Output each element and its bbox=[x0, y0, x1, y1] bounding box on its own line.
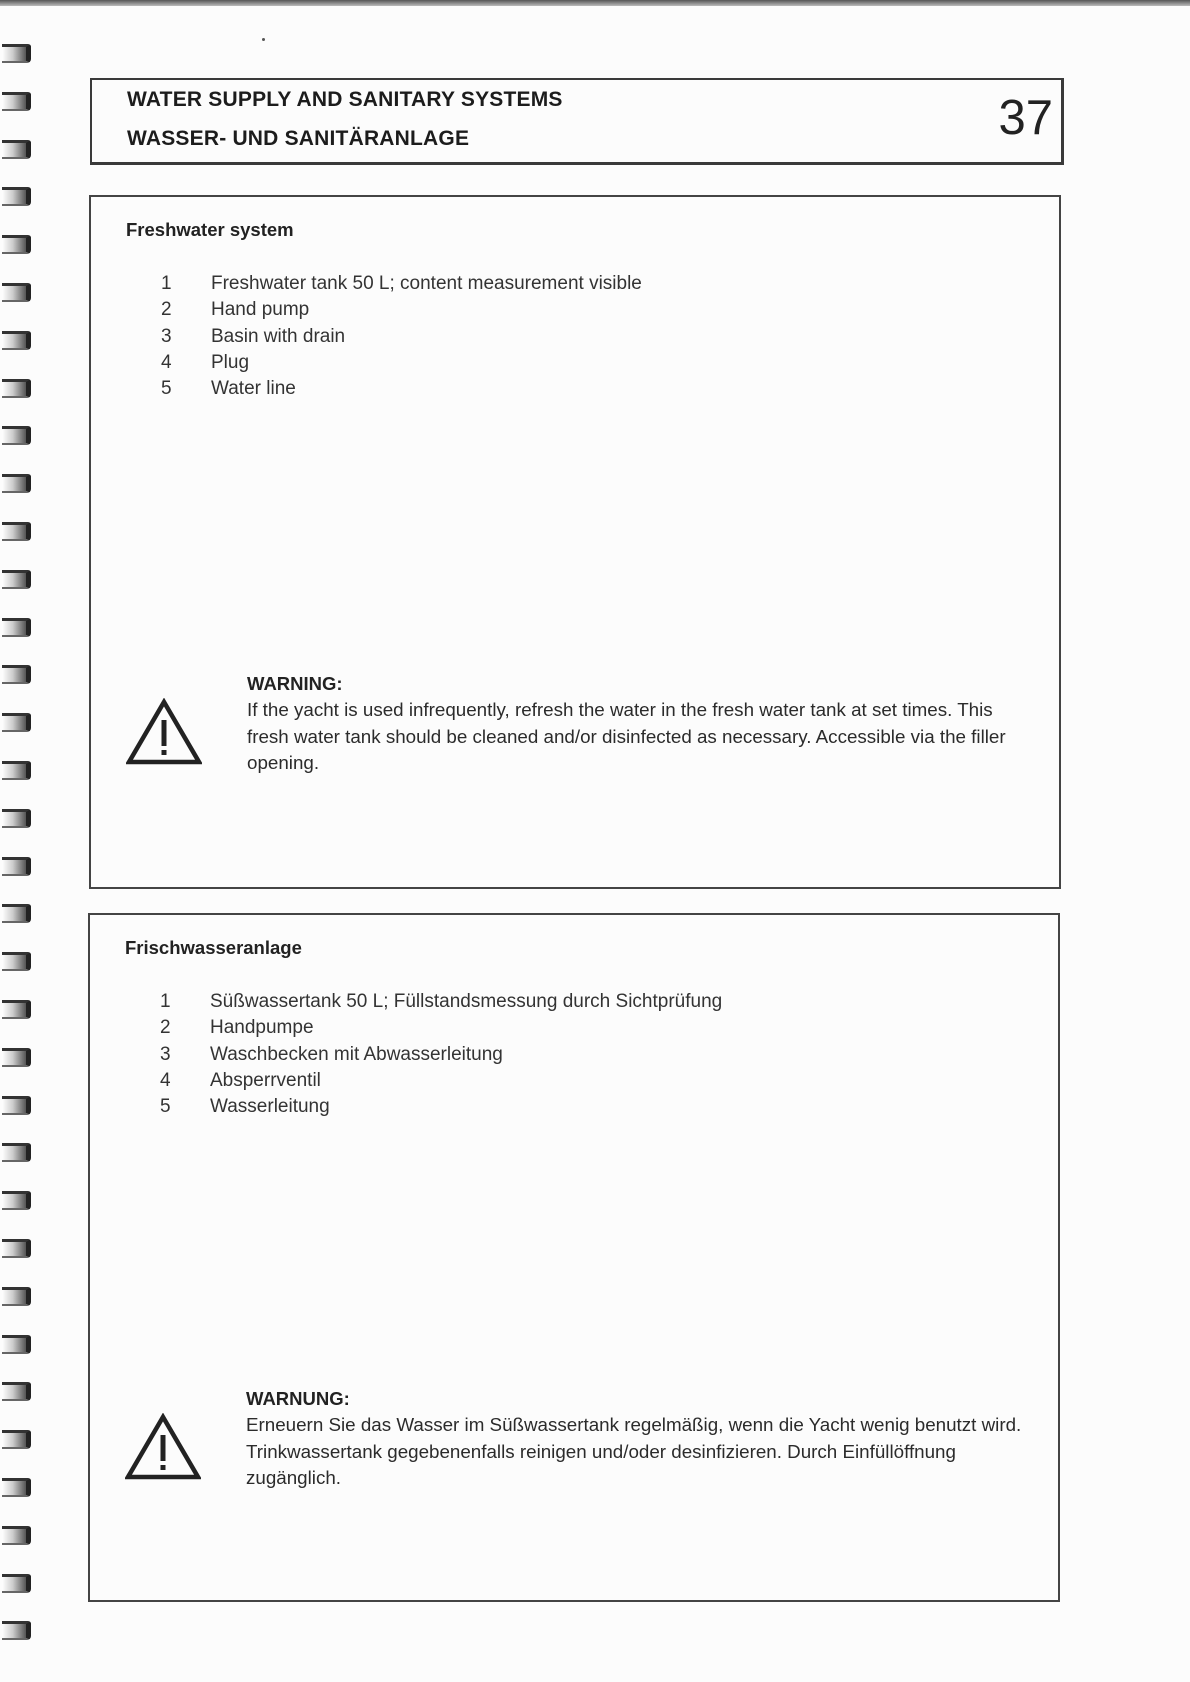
binding-ring bbox=[2, 570, 31, 589]
binding-ring bbox=[2, 1382, 31, 1401]
item-number: 3 bbox=[160, 1043, 171, 1065]
binding-ring bbox=[2, 857, 31, 876]
item-number: 2 bbox=[160, 1017, 171, 1039]
binding-ring bbox=[2, 379, 31, 398]
list-item bbox=[160, 1096, 722, 1122]
section-title-german: Frischwasseranlage bbox=[125, 937, 302, 958]
binding-ring bbox=[2, 474, 31, 493]
list-item bbox=[161, 299, 642, 325]
item-number: 1 bbox=[160, 991, 171, 1012]
binding-ring bbox=[2, 283, 31, 302]
binding-ring bbox=[2, 1048, 31, 1067]
binding-ring bbox=[2, 1335, 31, 1354]
frischwasseranlage-panel bbox=[88, 913, 1060, 1602]
item-text: Waschbecken mit Abwasserleitung bbox=[210, 1043, 503, 1065]
warning-text: If the yacht is used infrequently, refresh the water in the fresh water tank at set times. This fresh water tank should be cleaned and/or disinfected as necessary. Accessible via the filler opening. bbox=[247, 699, 1006, 773]
binding-ring bbox=[2, 522, 31, 541]
list-item bbox=[161, 273, 642, 299]
list-item bbox=[160, 1044, 722, 1070]
list-item bbox=[160, 991, 722, 1017]
binding-ring bbox=[2, 1526, 31, 1545]
binding-ring bbox=[2, 1000, 31, 1019]
spiral-binding bbox=[0, 30, 34, 1670]
page-header bbox=[90, 78, 1064, 165]
item-number: 5 bbox=[160, 1096, 171, 1118]
binding-ring bbox=[2, 187, 31, 206]
binding-ring bbox=[2, 1287, 31, 1306]
binding-ring bbox=[2, 1143, 31, 1162]
warning-triangle-icon bbox=[125, 1413, 201, 1481]
list-item bbox=[161, 352, 642, 378]
item-number: 3 bbox=[161, 325, 172, 347]
binding-ring bbox=[2, 331, 31, 350]
binding-ring bbox=[2, 1239, 31, 1258]
item-text: Freshwater tank 50 L; content measurement visible bbox=[211, 273, 642, 294]
binding-ring bbox=[2, 1191, 31, 1210]
scan-top-edge bbox=[0, 0, 1190, 6]
item-text: Plug bbox=[211, 351, 250, 373]
freshwater-system-panel bbox=[89, 195, 1061, 889]
item-number: 4 bbox=[161, 351, 172, 373]
warning-triangle-icon bbox=[126, 698, 202, 766]
binding-ring bbox=[2, 1621, 31, 1640]
warning-heading: WARNUNG: bbox=[246, 1388, 350, 1409]
binding-ring bbox=[2, 1430, 31, 1449]
binding-ring bbox=[2, 809, 31, 828]
header-title-german: WASSER- UND SANITÄRANLAGE bbox=[127, 127, 470, 150]
item-text: Wasserleitung bbox=[210, 1096, 330, 1118]
binding-ring bbox=[2, 665, 31, 684]
item-text: Absperrventil bbox=[210, 1069, 321, 1091]
binding-ring bbox=[2, 1478, 31, 1497]
binding-ring bbox=[2, 618, 31, 637]
list-item bbox=[161, 326, 642, 352]
binding-ring bbox=[2, 904, 31, 923]
binding-ring bbox=[2, 1096, 31, 1115]
item-text: Süßwassertank 50 L; Füllstandsmessung durch Sichtprüfung bbox=[210, 991, 723, 1012]
page-number: 37 bbox=[998, 91, 1053, 145]
item-number: 2 bbox=[161, 299, 172, 321]
item-number: 4 bbox=[160, 1069, 171, 1091]
item-number: 1 bbox=[161, 273, 172, 294]
binding-ring bbox=[2, 44, 31, 63]
warning-heading: WARNING: bbox=[247, 673, 343, 694]
binding-ring bbox=[2, 761, 31, 780]
warning-text: Erneuern Sie das Wasser im Süßwassertank regelmäßig, wenn die Yacht wenig benutzt wird. Trinkwassertank gegebenenfalls reinigen und/oder desinfizieren. Durch Einfüllöffnung zugänglich. bbox=[246, 1414, 1022, 1488]
scan-speck bbox=[262, 38, 265, 41]
binding-ring bbox=[2, 235, 31, 254]
item-text: Water line bbox=[211, 378, 296, 400]
item-text: Handpumpe bbox=[210, 1017, 314, 1039]
binding-ring bbox=[2, 713, 31, 732]
binding-ring bbox=[2, 140, 31, 159]
list-item bbox=[160, 1070, 722, 1096]
list-item bbox=[160, 1017, 722, 1043]
item-text: Basin with drain bbox=[211, 325, 346, 347]
parts-list-english bbox=[161, 273, 642, 404]
section-title-english: Freshwater system bbox=[126, 219, 294, 240]
item-text: Hand pump bbox=[211, 299, 310, 321]
list-item bbox=[161, 378, 642, 404]
parts-list-german bbox=[160, 991, 722, 1122]
binding-ring bbox=[2, 92, 31, 111]
item-number: 5 bbox=[161, 378, 172, 400]
binding-ring bbox=[2, 1574, 31, 1593]
binding-ring bbox=[2, 426, 31, 445]
binding-ring bbox=[2, 952, 31, 971]
header-title-english: WATER SUPPLY AND SANITARY SYSTEMS bbox=[127, 88, 563, 111]
